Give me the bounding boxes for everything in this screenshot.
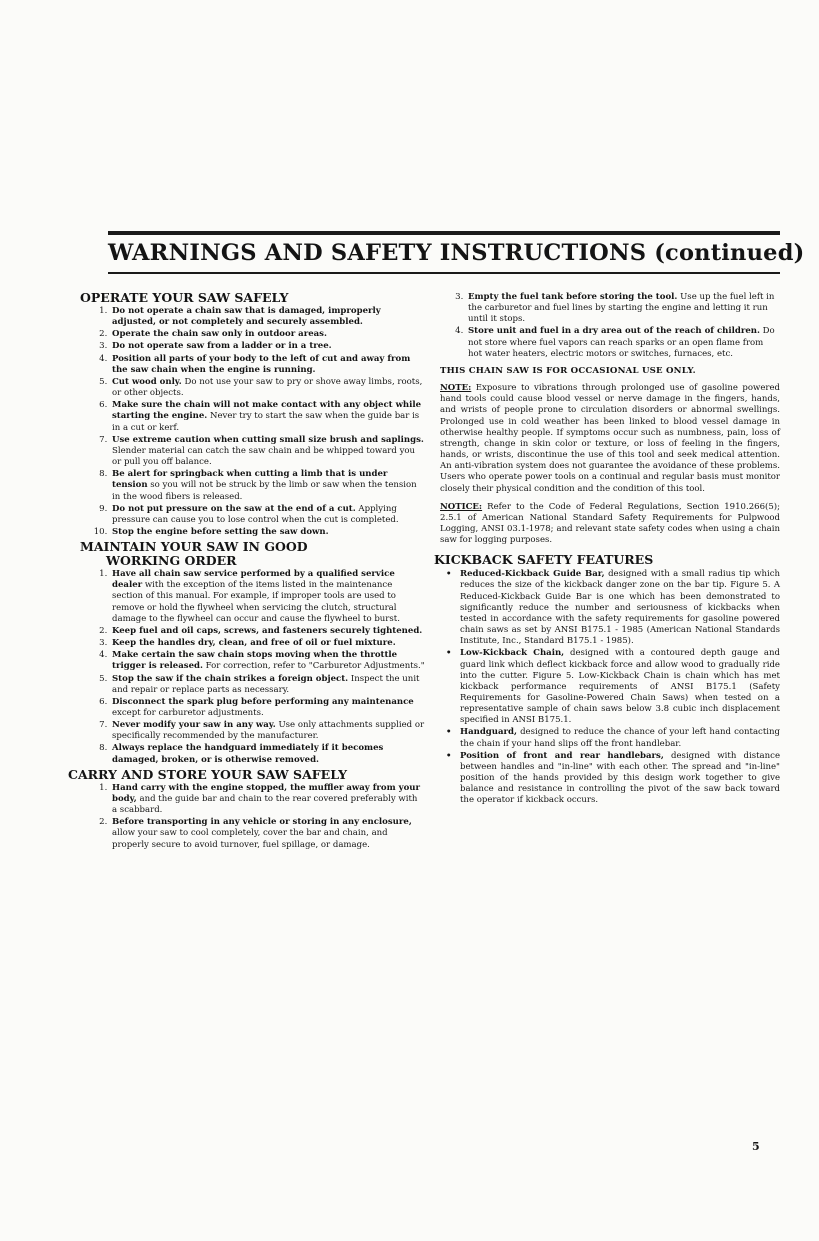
left-column bbox=[68, 290, 425, 853]
item-text: designed to reduce the chance of your left hand contacting the chain if your hand slips off the front handlebar. bbox=[460, 727, 780, 749]
list-item bbox=[458, 569, 780, 647]
item-bold: Disconnect the spark plug before performing any maintenance bbox=[112, 696, 414, 707]
item-text: designed with a small radius tip which reduces the size of the kickback danger zone on the bar tip. Figure 5. A Reduced-Kickback Guide Bar is one which has been demonstrated to significantly reduce the number and seriousness of kickbacks when tested in accordance with the safety requirements for gasoline powered chain saws as set by ANSI B175.1 - 1985 (American National Standards Institute, Inc., Standard B175.1 - 1985). bbox=[460, 569, 780, 647]
item-text: Do not store where fuel vapors can reach sparks or an open flame from hot water heaters, electric motors or switches, furnaces, etc. bbox=[468, 326, 775, 359]
note-label: NOTE: bbox=[440, 383, 472, 394]
note-text: Exposure to vibrations through prolonged use of gasoline powered hand tools could cause blood vessel or nerve damage in the fingers, hands, and wrists of people prone to circulation disorders or abnormal swellings. Prolonged use in cold weather has been linked to blood vessel damage in otherwise healthy people. If symptoms occur such as numbness, pain, loss of strength, change in skin color or texture, or loss of feeling in the fingers, hands, or wrists, discontinue the use of this tool and seek medical attention. An anti-vibration system does not guarantee the avoidance of these problems. Users who operate power tools on a continual and regular basis must monitor closely their physical condition and the condition of this tool. bbox=[440, 383, 780, 494]
item-bold: Operate the chain saw only in outdoor areas. bbox=[112, 329, 327, 340]
item-bold: Do not put pressure on the saw at the end of a cut. bbox=[112, 503, 356, 514]
list-item bbox=[110, 626, 425, 637]
carry-list bbox=[80, 783, 425, 851]
item-text: designed with distance between handles and "in-line" with each other. The spread and "in-line" position of the hands provided by this design work together to give balance and resistance in controlling the pivot of the saw back toward the operator if kickback occurs. bbox=[460, 750, 781, 806]
kickback-list bbox=[440, 569, 780, 806]
list-item bbox=[458, 727, 780, 749]
page-number: 5 bbox=[752, 1140, 760, 1153]
item-bold: Empty the fuel tank before storing the tool. bbox=[468, 292, 678, 302]
item-bold: Stop the engine before setting the saw down. bbox=[112, 526, 329, 537]
list-item bbox=[110, 697, 425, 719]
item-text: Never try to start the saw when the guide bar is in a cut or kerf. bbox=[112, 411, 420, 433]
item-text: Applying pressure can cause you to lose control when the cut is completed. bbox=[112, 503, 399, 525]
item-text: Use only attachments supplied or specifically recommended by the manufacturer. bbox=[112, 720, 425, 742]
item-bold: Keep the handles dry, clean, and free of oil or fuel mixture. bbox=[112, 638, 396, 649]
regulation-notice bbox=[440, 502, 780, 547]
vibration-note bbox=[440, 383, 780, 495]
title-rule-top bbox=[108, 231, 780, 235]
list-item bbox=[110, 341, 425, 352]
item-bold: Never modify your saw in any way. bbox=[112, 720, 276, 731]
item-bold: Always replace the handguard immediately if it becomes damaged, broken, or is otherwise removed. bbox=[112, 743, 384, 765]
list-item bbox=[110, 527, 425, 538]
list-item bbox=[110, 354, 425, 376]
item-text: so you will not be struck by the limb or saw when the tension in the wood fibers is released. bbox=[112, 480, 417, 502]
item-bold: Make certain the saw chain stops moving when the throttle trigger is released. bbox=[112, 650, 398, 672]
operate-heading: OPERATE YOUR SAW SAFELY bbox=[80, 290, 289, 305]
title-rule-bottom bbox=[108, 272, 780, 274]
notice-label: NOTICE: bbox=[440, 501, 483, 512]
item-text: except for carburetor adjustments. bbox=[112, 708, 264, 718]
item-text: Do not use your saw to pry or shove away limbs, roots, or other objects. bbox=[112, 376, 423, 399]
carry-heading: CARRY AND STORE YOUR SAW SAFELY bbox=[68, 766, 348, 782]
item-bold: Reduced-Kickback Guide Bar, bbox=[460, 569, 605, 580]
item-bold: Before transporting in any vehicle or storing in any enclosure, bbox=[112, 817, 412, 828]
item-bold: Hand carry with the engine stopped, the muffler away from your body, bbox=[112, 782, 421, 804]
list-item bbox=[110, 817, 425, 850]
occasional-use-notice: THIS CHAIN SAW IS FOR OCCASIONAL USE ONLY. bbox=[440, 365, 696, 376]
item-bold: Position of front and rear handlebars, bbox=[460, 750, 664, 761]
maintain-heading: MAINTAIN YOUR SAW IN GOOD bbox=[80, 539, 308, 555]
item-bold: Position all parts of your body to the left of cut and away from the saw chain when the engine is running. bbox=[112, 353, 411, 375]
list-item bbox=[110, 743, 425, 765]
list-item bbox=[110, 650, 425, 672]
item-text: Use up the fuel left in the carburetor and fuel lines by starting the engine and letting it run until it stops. bbox=[468, 292, 775, 325]
item-bold: Cut wood only. bbox=[112, 376, 182, 387]
item-bold: Do not operate saw from a ladder or in a tree. bbox=[112, 341, 332, 352]
item-bold: Handguard, bbox=[460, 727, 517, 738]
item-bold: Do not operate a chain saw that is damaged, improperly adjusted, or not completely and securely assembled. bbox=[112, 306, 381, 328]
item-bold: Make sure the chain will not make contact with any object while starting the engine. bbox=[112, 400, 422, 422]
item-text: and the guide bar and chain to the rear covered preferably with a scabbard. bbox=[112, 793, 418, 816]
list-item bbox=[458, 648, 780, 726]
item-bold: Have all chain saw service performed by a qualified service dealer bbox=[112, 569, 395, 591]
list-item bbox=[110, 638, 425, 649]
item-text: with the exception of the items listed in the maintenance section of this manual. For example, if improper tools are used to remove or hold the flywheel when servicing the clutch, structural damage to the flywheel can occur and cause the flywheel to burst. bbox=[112, 580, 400, 624]
list-item bbox=[110, 435, 425, 468]
notice-text: Refer to the Code of Federal Regulations, Section 1910.266(5); 2.5.1 of American National Standard Safety Requirements for Pulpwood Logging, ANSI 03.1-1978; and relevant state safety codes when using a chain saw for logging purposes. bbox=[440, 501, 780, 546]
carry-list-continued bbox=[440, 292, 780, 360]
operate-list bbox=[80, 306, 425, 538]
item-text: For correction, refer to "Carburetor Adjustments." bbox=[202, 661, 425, 672]
list-item bbox=[110, 720, 425, 742]
item-bold: Low-Kickback Chain, bbox=[460, 648, 565, 659]
maintain-heading-line2: WORKING ORDER bbox=[106, 553, 237, 569]
list-item bbox=[466, 292, 780, 325]
item-bold: Store unit and fuel in a dry area out of the reach of children. bbox=[468, 326, 760, 337]
list-item bbox=[110, 569, 425, 625]
item-text: designed with a contoured depth gauge and guard link which deflect kickback force and allow wood to gradually ride into the cutter. Figure 5. Low-Kickback Chain is chain which has met kickback performance requirements of ANSI B175.1 (Safety Requirements for Gasoline-Powered Chain Saws) when tested on a representative sample of chain saws below 3.8 cubic inch displacement specified in ANSI B175.1. bbox=[460, 648, 780, 726]
item-text: Inspect the unit and repair or replace parts as necessary. bbox=[112, 673, 420, 695]
right-column bbox=[434, 291, 781, 808]
list-item bbox=[110, 400, 425, 433]
item-text: allow your saw to cool completely, cover the bar and chain, and properly secure to avoid turnover, fuel spillage, or damage. bbox=[112, 828, 388, 850]
list-item bbox=[110, 469, 425, 502]
item-bold: Keep fuel and oil caps, screws, and fasteners securely tightened. bbox=[112, 625, 423, 636]
kickback-heading: KICKBACK SAFETY FEATURES bbox=[434, 552, 654, 568]
list-item bbox=[110, 674, 425, 696]
item-bold: Stop the saw if the chain strikes a foreign object. bbox=[112, 673, 349, 684]
list-item bbox=[110, 377, 425, 399]
list-item bbox=[110, 783, 425, 816]
list-item bbox=[110, 306, 425, 328]
item-bold: Be alert for springback when cutting a limb that is under tension bbox=[112, 469, 388, 491]
page-title: WARNINGS AND SAFETY INSTRUCTIONS (continued) bbox=[108, 240, 805, 266]
item-text: Slender material can catch the saw chain and be whipped toward you or pull you off balance. bbox=[112, 445, 416, 468]
list-item bbox=[110, 504, 425, 526]
list-item bbox=[110, 329, 425, 340]
maintain-list bbox=[80, 569, 425, 766]
list-item bbox=[458, 751, 780, 807]
list-item bbox=[466, 326, 780, 359]
item-bold: Use extreme caution when cutting small size brush and saplings. bbox=[112, 434, 424, 445]
